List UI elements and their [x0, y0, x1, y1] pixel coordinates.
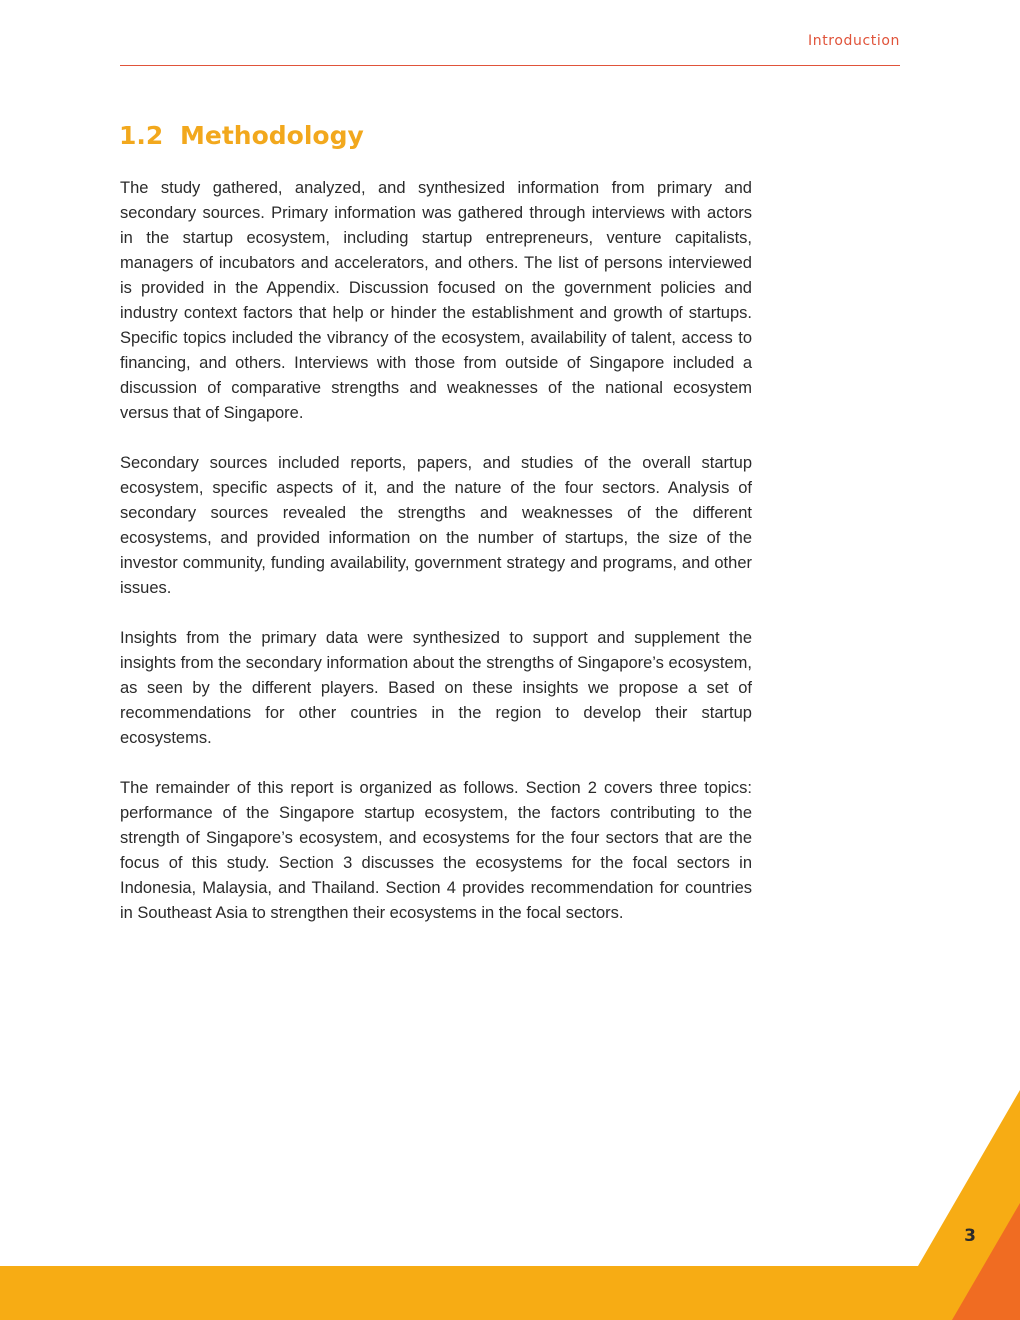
paragraph-1: The study gathered, analyzed, and synthesized information from primary and secondary sources. Primary information was gathered through interviews with actors in the startup ecosystem, including startup entrepreneurs, venture capitalists, managers of incubators and accelerators, and others. The list of persons interviewed is provided in the Appendix. Discussion focused on the government policies and industry context factors that help or hinder the establishment and growth of startups. Specific topics included the vibrancy of the ecosystem, availability of talent, access to financing, and others. Interviews with those from outside of Singapore included a discussion of comparative strengths and weaknesses of the national ecosystem versus that of Singapore.: [120, 179, 752, 422]
paragraph-2: Secondary sources included reports, papers, and studies of the overall startup ecosystem, specific aspects of it, and the nature of the four sectors. Analysis of secondary sources revealed the strengths and weaknesses of the different ecosystems, and provided information on the number of startups, the size of the investor community, funding availability, government strategy and programs, and other issues.: [120, 454, 752, 597]
section-number: 1.2: [119, 121, 164, 150]
running-header: Introduction: [808, 33, 900, 49]
footer-yellow-band: [0, 1090, 1020, 1320]
section-title: Methodology: [180, 121, 364, 150]
paragraph-3: Insights from the primary data were synthesized to support and supplement the insights from the secondary information about the strengths of Singapore’s ecosystem, as seen by the different players. Based on these insights we propose a set of recommendations for other countries in the region to develop their startup ecosystems.: [120, 629, 752, 747]
page-number: 3: [964, 1226, 976, 1246]
paragraph-4: The remainder of this report is organized as follows. Section 2 covers three topics: performance of the Singapore startup ecosystem, the factors contributing to the strength of Singapore’s ecosystem, and ecosystems for the four sectors that are the focus of this study. Section 3 discusses the ecosystems for the focal sectors in Indonesia, Malaysia, and Thailand. Section 4 provides recommendation for countries in Southeast Asia to strengthen their ecosystems in the focal sectors.: [120, 779, 752, 922]
